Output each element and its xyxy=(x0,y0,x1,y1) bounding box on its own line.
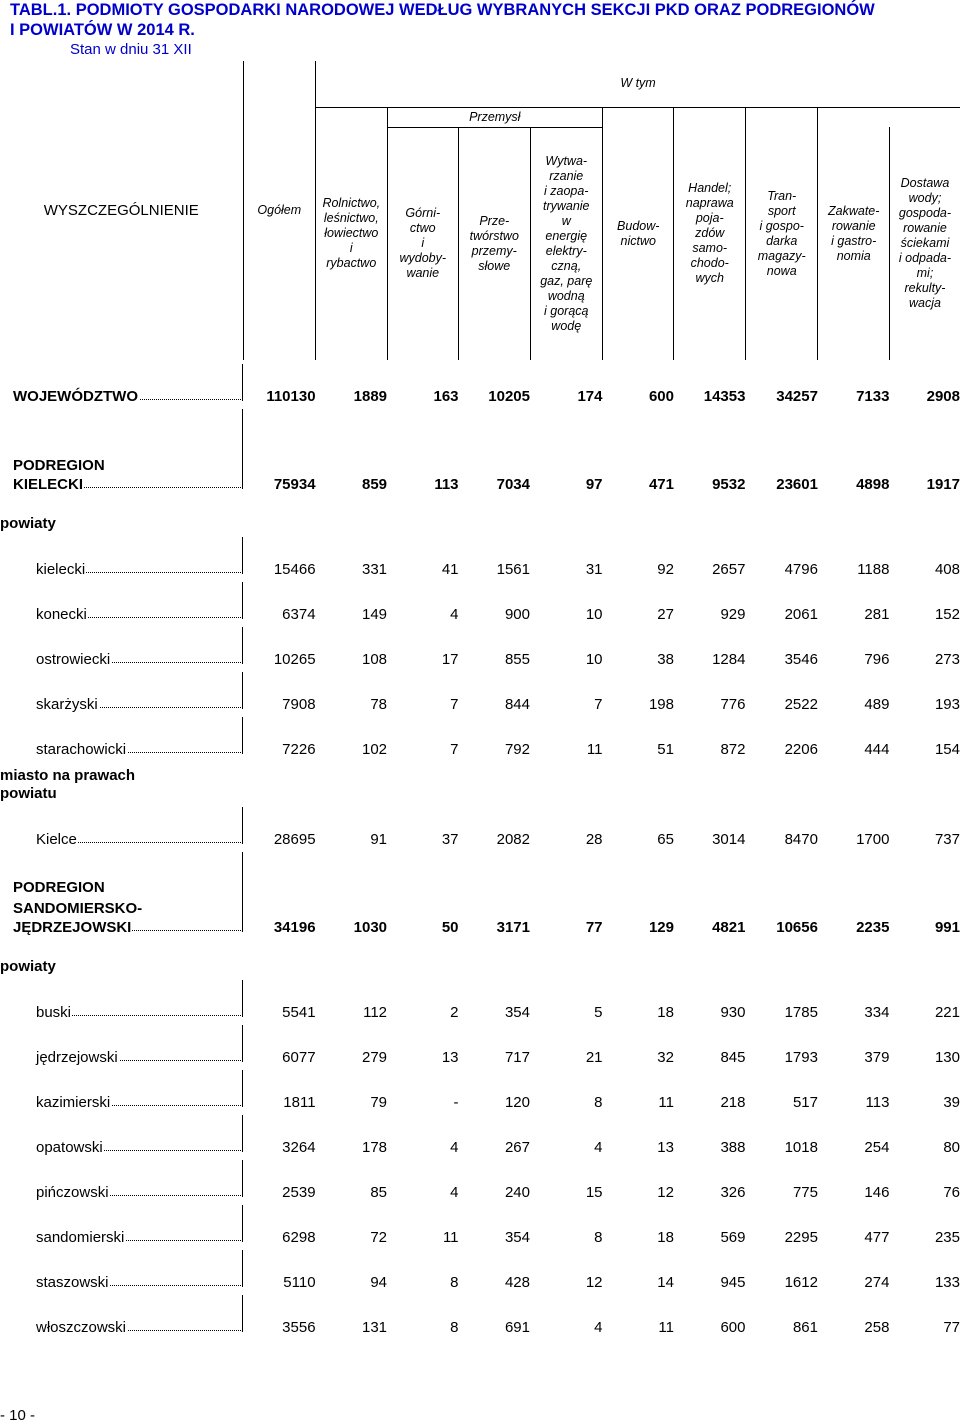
table-cell: 8 xyxy=(594,1094,603,1111)
table-cell: 4 xyxy=(594,1139,603,1156)
table-cell: 855 xyxy=(504,651,530,668)
section-row xyxy=(0,758,960,803)
row-label: pińczowski xyxy=(36,1184,109,1201)
table-cell: 6077 xyxy=(282,1049,316,1066)
row-label-cell xyxy=(0,578,243,623)
header-budownictwo: Budow- nictwo xyxy=(603,107,674,360)
table-cell: 18 xyxy=(657,1004,674,1021)
table-cell: 10 xyxy=(585,651,603,668)
table-row xyxy=(0,803,960,848)
table-cell: 28 xyxy=(585,831,603,848)
row-label-cell xyxy=(0,1066,243,1111)
table-row xyxy=(0,360,960,405)
label-divider xyxy=(242,1160,243,1197)
table-row xyxy=(0,533,960,578)
table-cell: 7226 xyxy=(282,741,316,758)
table-cell: 4 xyxy=(594,1319,603,1336)
table-cell: 8470 xyxy=(784,831,818,848)
table-cell: 91 xyxy=(370,831,388,848)
label-divider xyxy=(242,717,243,754)
table-cell: 8 xyxy=(594,1229,603,1246)
table-cell: 1018 xyxy=(784,1139,818,1156)
table-cell: 18 xyxy=(657,1229,674,1246)
table-cell: 129 xyxy=(648,919,674,936)
table-row xyxy=(0,1021,960,1066)
title-subtitle: Stan w dniu 31 XII xyxy=(70,41,192,58)
table-cell: 1811 xyxy=(283,1094,316,1111)
header-gornictwo: Górni- ctwo i wydoby- wanie xyxy=(387,127,458,360)
table-cell: 776 xyxy=(720,696,746,713)
table-cell: 4 xyxy=(450,1139,459,1156)
row-label-cell xyxy=(0,1201,243,1246)
row-label: JĘDRZEJOWSKI xyxy=(13,919,132,936)
header-ogolem: Ogółem xyxy=(243,61,316,360)
table-cell: 2295 xyxy=(784,1229,818,1246)
table-cell: 7 xyxy=(450,741,459,758)
table-cell: 7 xyxy=(450,696,459,713)
label-divider xyxy=(242,1250,243,1287)
row-label-cell xyxy=(0,848,243,936)
table-body xyxy=(0,360,960,1336)
header-transport: Tran- sport i gospo- darka magazy- nowa xyxy=(745,107,818,360)
table-cell: 108 xyxy=(362,651,388,668)
table-cell: 240 xyxy=(504,1184,530,1201)
table-cell: 8 xyxy=(450,1319,459,1336)
row-label-cell xyxy=(0,1021,243,1066)
table-cell: 17 xyxy=(441,651,459,668)
table-cell: 844 xyxy=(504,696,530,713)
table-cell: 2539 xyxy=(282,1184,316,1201)
table-cell: 221 xyxy=(934,1004,960,1021)
table-cell: 23601 xyxy=(776,476,818,493)
table-cell: 5541 xyxy=(282,1004,316,1021)
label-divider xyxy=(242,1115,243,1152)
row-label-cell xyxy=(0,713,243,758)
table-cell: 4 xyxy=(450,606,459,623)
row-label: kielecki xyxy=(36,561,86,578)
table-cell: 691 xyxy=(504,1319,530,1336)
table-row xyxy=(0,1066,960,1111)
table-cell: 37 xyxy=(441,831,459,848)
row-label: sandomierski xyxy=(36,1229,125,1246)
table-cell: 3264 xyxy=(282,1139,316,1156)
table-row xyxy=(0,1246,960,1291)
table-cell: 27 xyxy=(657,606,674,623)
table-cell: 600 xyxy=(648,388,674,405)
table-cell: 11 xyxy=(658,1319,674,1336)
header-zakwaterowanie: Zakwate- rowanie i gastro- nomia xyxy=(818,107,889,360)
table-cell: 32 xyxy=(657,1049,674,1066)
table-cell: 6374 xyxy=(282,606,316,623)
header-handel: Handel; naprawa poja- zdów samo- chodo- wych xyxy=(674,107,745,360)
row-label-cell xyxy=(0,803,243,848)
table-cell: 845 xyxy=(720,1049,746,1066)
table-cell: 110130 xyxy=(266,388,316,405)
table-cell: 991 xyxy=(934,919,960,936)
header-w-tym: W tym xyxy=(316,61,960,107)
row-label-prefix: PODREGION SANDOMIERSKO- xyxy=(13,879,143,917)
table-cell: 3171 xyxy=(496,919,530,936)
label-divider xyxy=(242,807,243,844)
table-cell: 2206 xyxy=(784,741,818,758)
section-label: powiaty xyxy=(0,515,56,532)
table-cell: 4796 xyxy=(784,561,818,578)
table-cell: 92 xyxy=(657,561,674,578)
table-cell: 796 xyxy=(864,651,890,668)
table-cell: 235 xyxy=(934,1229,960,1246)
header-rolnictwo: Rolnictwo, leśnictwo, łowiectwo i rybactwo xyxy=(316,107,387,360)
table-row xyxy=(0,668,960,713)
table-cell: 1030 xyxy=(353,919,388,936)
table-row xyxy=(0,976,960,1021)
table-cell: 5110 xyxy=(283,1274,316,1291)
table-cell: 85 xyxy=(370,1184,388,1201)
table-cell: 267 xyxy=(504,1139,530,1156)
table-cell: 945 xyxy=(720,1274,746,1291)
table-cell: 2082 xyxy=(496,831,530,848)
row-label: włoszczowski xyxy=(36,1319,127,1336)
table-cell: 1793 xyxy=(784,1049,818,1066)
table-cell: 326 xyxy=(720,1184,746,1201)
statistics-table xyxy=(0,61,960,1336)
table-cell: 9532 xyxy=(712,476,746,493)
table-cell: 354 xyxy=(504,1004,530,1021)
table-cell: 97 xyxy=(585,476,603,493)
table-cell: 65 xyxy=(657,831,674,848)
table-cell: 4898 xyxy=(856,476,890,493)
table-cell: 379 xyxy=(864,1049,890,1066)
table-cell: 471 xyxy=(648,476,674,493)
label-divider xyxy=(242,364,243,401)
table-cell: 354 xyxy=(504,1229,530,1246)
table-cell: 792 xyxy=(504,741,530,758)
header-wyszczegolnienie: WYSZCZEGÓLNIENIE xyxy=(43,202,199,219)
row-label: ostrowiecki xyxy=(36,651,111,668)
table-cell: 79 xyxy=(370,1094,388,1111)
row-label: starachowicki xyxy=(36,741,127,758)
table-cell: 1700 xyxy=(856,831,890,848)
table-cell: 163 xyxy=(433,388,459,405)
table-cell: 3546 xyxy=(784,651,818,668)
label-divider xyxy=(242,409,243,489)
table-row xyxy=(0,623,960,668)
table-cell: 428 xyxy=(504,1274,530,1291)
table-cell: 12 xyxy=(657,1184,674,1201)
table-cell: 77 xyxy=(943,1319,960,1336)
table-cell: 198 xyxy=(648,696,674,713)
table-cell: 737 xyxy=(934,831,960,848)
table-cell: 258 xyxy=(864,1319,890,1336)
table-cell: 600 xyxy=(720,1319,746,1336)
table-cell: 12 xyxy=(585,1274,603,1291)
row-label-cell xyxy=(0,533,243,578)
table-row xyxy=(0,1111,960,1156)
row-label-cell xyxy=(0,623,243,668)
table-cell: 146 xyxy=(864,1184,890,1201)
table-cell: 149 xyxy=(362,606,388,623)
table-cell: 717 xyxy=(504,1049,530,1066)
row-label: jędrzejowski xyxy=(36,1049,118,1066)
table-cell: 2061 xyxy=(784,606,818,623)
table-cell: 7133 xyxy=(856,388,890,405)
table-cell: 28695 xyxy=(273,831,316,848)
table-cell: 281 xyxy=(864,606,890,623)
table-cell: 13 xyxy=(657,1139,674,1156)
page-number: - 10 - xyxy=(0,1407,36,1424)
table-cell: 444 xyxy=(864,741,890,758)
row-label: Kielce xyxy=(36,831,77,848)
table-cell: 218 xyxy=(720,1094,746,1111)
title-line-1: TABL.1. PODMIOTY GOSPODARKI NARODOWEJ WEDŁUG WYBRANYCH SEKCJI PKD ORAZ PODREGIONÓW xyxy=(10,1,875,19)
table-cell: 7 xyxy=(594,696,603,713)
table-cell: 274 xyxy=(864,1274,890,1291)
table-cell: 1561 xyxy=(496,561,530,578)
table-cell: 859 xyxy=(362,476,388,493)
table-cell: 517 xyxy=(792,1094,818,1111)
row-label-cell xyxy=(0,1111,243,1156)
table-cell: 112 xyxy=(363,1004,388,1021)
table-cell: 80 xyxy=(943,1139,960,1156)
label-divider xyxy=(242,1205,243,1242)
section-label: miasto na prawach powiatu xyxy=(0,767,136,802)
title-line-2: I POWIATÓW W 2014 R. xyxy=(10,21,195,39)
table-cell: 388 xyxy=(720,1139,746,1156)
table-cell: 13 xyxy=(441,1049,459,1066)
table-cell: 154 xyxy=(934,741,960,758)
table-cell: 113 xyxy=(865,1094,890,1111)
table-cell: 14 xyxy=(657,1274,674,1291)
header-przemysl: Przemysł xyxy=(387,107,602,127)
table-cell: 6298 xyxy=(282,1229,316,1246)
table-cell: 1188 xyxy=(857,561,890,578)
table-cell: 131 xyxy=(362,1319,388,1336)
row-label: skarżyski xyxy=(36,696,98,713)
table-cell: 1785 xyxy=(784,1004,818,1021)
table-cell: 861 xyxy=(792,1319,818,1336)
table-cell: 77 xyxy=(585,919,603,936)
table-cell: 872 xyxy=(720,741,746,758)
table-cell: 15466 xyxy=(273,561,316,578)
label-divider xyxy=(242,1025,243,1062)
table-row xyxy=(0,1291,960,1336)
table-cell: 1284 xyxy=(712,651,746,668)
table-cell: 120 xyxy=(504,1094,530,1111)
table-cell: 34196 xyxy=(273,919,316,936)
header-energia: Wytwa- rzanie i zaopa- trywanie w energię elektry- czną, gaz, parę wodną i gorącą wodę xyxy=(530,127,603,360)
label-divider xyxy=(242,672,243,709)
label-divider xyxy=(242,537,243,574)
table-cell: 31 xyxy=(585,561,603,578)
table-cell: 7034 xyxy=(496,476,530,493)
table-cell: 50 xyxy=(441,919,459,936)
label-divider xyxy=(242,980,243,1017)
label-divider xyxy=(242,1295,243,1332)
table-cell: 930 xyxy=(720,1004,746,1021)
table-cell: 34257 xyxy=(776,388,818,405)
table-cell: 130 xyxy=(934,1049,960,1066)
row-label-cell xyxy=(0,668,243,713)
label-divider xyxy=(242,582,243,619)
header-przetworstwo: Prze- twórstwo przemy- słowe xyxy=(459,127,530,360)
table-cell: 2 xyxy=(450,1004,459,1021)
row-label-cell xyxy=(0,1246,243,1291)
table-cell: 929 xyxy=(720,606,746,623)
row-label-cell xyxy=(0,1291,243,1336)
table-cell: 331 xyxy=(362,561,388,578)
table-cell: 113 xyxy=(434,476,459,493)
row-label-cell xyxy=(0,976,243,1021)
table-cell: 10 xyxy=(585,606,603,623)
section-label: powiaty xyxy=(0,958,56,975)
table-cell: 133 xyxy=(934,1274,960,1291)
row-label-cell xyxy=(0,1156,243,1201)
table-cell: 11 xyxy=(658,1094,674,1111)
table-cell: 4 xyxy=(450,1184,459,1201)
table-cell: 152 xyxy=(934,606,960,623)
table-cell: 4821 xyxy=(712,919,746,936)
table-cell: 279 xyxy=(362,1049,388,1066)
row-label: opatowski xyxy=(36,1139,103,1156)
table-cell: - xyxy=(453,1094,459,1111)
table-row xyxy=(0,1156,960,1201)
table-cell: 94 xyxy=(370,1274,388,1291)
table-cell: 15 xyxy=(585,1184,603,1201)
table-cell: 78 xyxy=(370,696,388,713)
table-cell: 254 xyxy=(864,1139,890,1156)
table-cell: 174 xyxy=(577,388,603,405)
table-cell: 7908 xyxy=(282,696,316,713)
table-cell: 5 xyxy=(594,1004,603,1021)
table-cell: 408 xyxy=(934,561,960,578)
row-label: buski xyxy=(36,1004,72,1021)
row-label: staszowski xyxy=(36,1274,109,1291)
table-cell: 1889 xyxy=(353,388,388,405)
table-cell: 178 xyxy=(362,1139,388,1156)
table-cell: 775 xyxy=(792,1184,818,1201)
table-cell: 39 xyxy=(943,1094,960,1111)
row-label: WOJEWÓDZTWO xyxy=(13,388,138,405)
table-cell: 38 xyxy=(657,651,674,668)
section-row xyxy=(0,493,960,533)
label-divider xyxy=(242,627,243,664)
table-cell: 14353 xyxy=(703,388,746,405)
table-cell: 8 xyxy=(450,1274,459,1291)
table-cell: 489 xyxy=(864,696,890,713)
table-cell: 2908 xyxy=(926,388,960,405)
table-cell: 273 xyxy=(934,651,960,668)
table-cell: 3556 xyxy=(282,1319,316,1336)
table-row xyxy=(0,848,960,936)
table-cell: 2235 xyxy=(856,919,890,936)
table-cell: 10205 xyxy=(488,388,530,405)
label-divider xyxy=(242,1070,243,1107)
table-cell: 10656 xyxy=(776,919,818,936)
table-cell: 900 xyxy=(504,606,530,623)
table-cell: 477 xyxy=(864,1229,890,1246)
table-cell: 75934 xyxy=(273,476,316,493)
table-cell: 11 xyxy=(586,741,603,758)
row-label: kazimierski xyxy=(36,1094,111,1111)
row-label: konecki xyxy=(36,606,87,623)
section-row xyxy=(0,936,960,976)
table-cell: 193 xyxy=(934,696,960,713)
row-label: KIELECKI xyxy=(13,476,84,493)
row-label-cell xyxy=(0,405,243,493)
row-label-prefix: PODREGION xyxy=(13,457,105,474)
table-cell: 3014 xyxy=(712,831,746,848)
table-cell: 11 xyxy=(442,1229,459,1246)
table-cell: 41 xyxy=(441,561,459,578)
table-cell: 2522 xyxy=(784,696,818,713)
table-row xyxy=(0,405,960,493)
table-cell: 72 xyxy=(370,1229,388,1246)
table-cell: 334 xyxy=(864,1004,890,1021)
table-cell: 569 xyxy=(720,1229,746,1246)
table-cell: 2657 xyxy=(712,561,746,578)
header-woda: Dostawa wody; gospoda- rowanie ściekami i odpada- mi; rekulty- wacja xyxy=(889,127,960,360)
table-cell: 21 xyxy=(585,1049,603,1066)
table-row xyxy=(0,578,960,623)
table-cell: 51 xyxy=(657,741,674,758)
table-cell: 1612 xyxy=(784,1274,818,1291)
table-cell: 1917 xyxy=(926,476,960,493)
row-label-cell xyxy=(0,360,243,405)
table-cell: 10265 xyxy=(273,651,316,668)
table-cell: 76 xyxy=(943,1184,960,1201)
table-cell: 102 xyxy=(362,741,388,758)
table-title xyxy=(10,0,875,60)
table-row xyxy=(0,1201,960,1246)
label-divider xyxy=(242,852,243,932)
table-row xyxy=(0,713,960,758)
